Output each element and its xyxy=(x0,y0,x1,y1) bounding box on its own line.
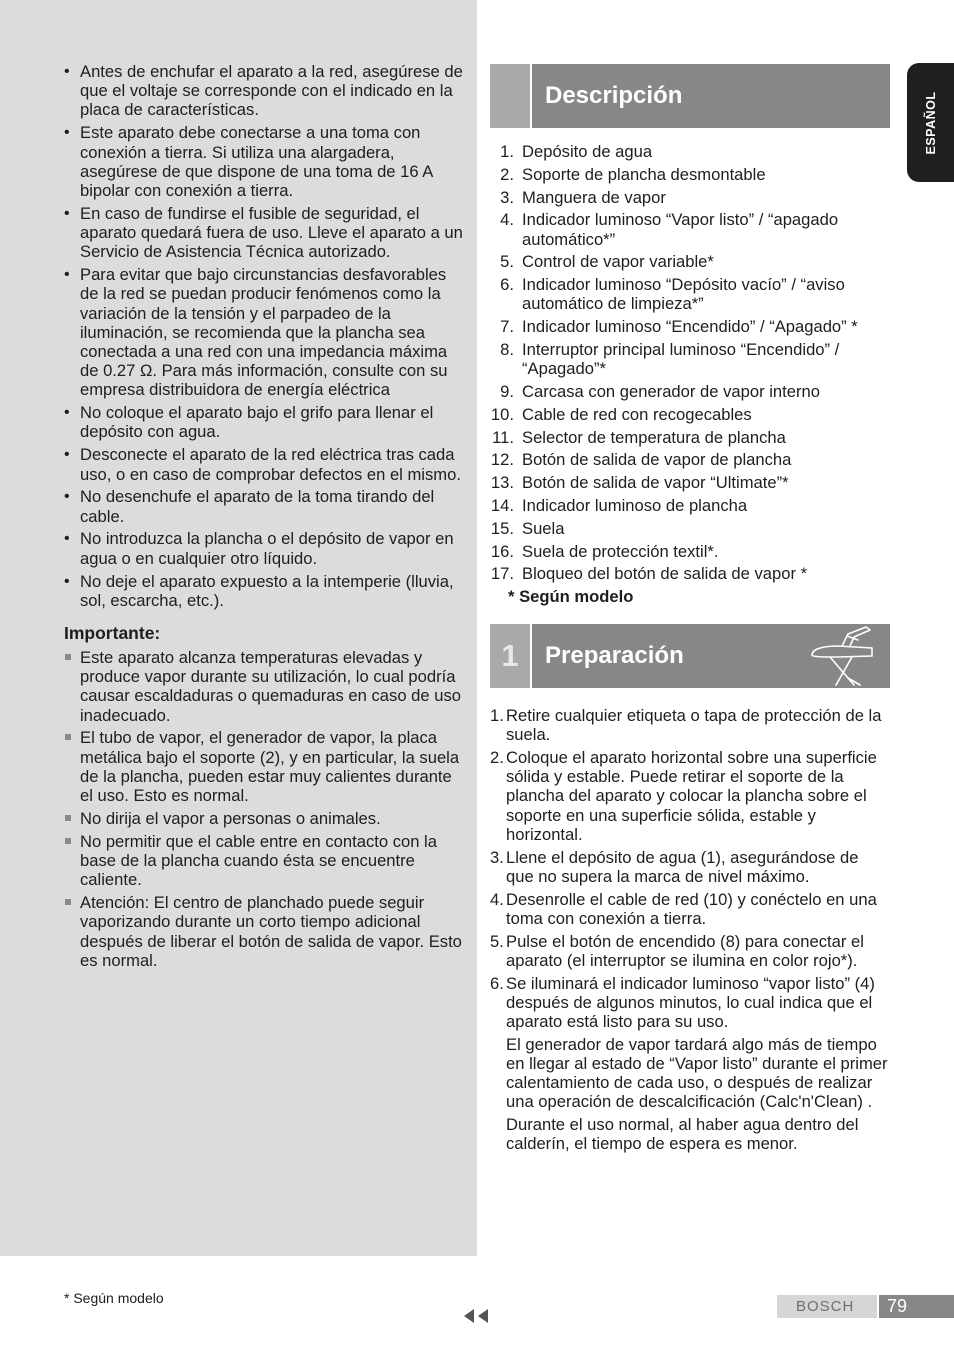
important-heading: Importante: xyxy=(64,622,161,643)
preparacion-title: Preparación xyxy=(545,642,684,669)
item-number: 5. xyxy=(500,252,514,272)
descripcion-item xyxy=(490,275,900,313)
page-number: 79 xyxy=(887,1296,908,1316)
descripcion-item xyxy=(490,428,900,447)
item-number: 11. xyxy=(492,427,514,447)
important-item: Este aparato alcanza temperaturas elevadas y produce vapor durante su utilización, lo cual podría causar escaldaduras o quemaduras en caso de uso inadecuado. xyxy=(64,648,464,725)
descripcion-item xyxy=(490,317,900,336)
descripcion-note: * Según modelo xyxy=(508,587,634,607)
safety-bullet: • Antes de enchufar el aparato a la red, asegúrese de que el voltaje se corresponde con el indicado en la placa de características. xyxy=(64,62,464,120)
step-number: 1. xyxy=(490,706,504,725)
item-number: 13. xyxy=(490,473,514,493)
item-number: 6. xyxy=(500,275,514,295)
step-number: 5. xyxy=(490,931,504,951)
item-text: Interruptor principal luminoso “Encendido” / “Apagado”* xyxy=(522,339,840,379)
language-label: ESPAÑOL xyxy=(923,91,938,154)
safety-bullet: • No deje el aparato expuesto a la intemperie (lluvia, sol, escarcha, etc.). xyxy=(64,572,464,610)
step-paragraph: Llene el depósito de agua (1), asegurándose de que no supera la marca de nivel máximo. xyxy=(506,847,859,886)
ironing-board-icon xyxy=(808,624,878,688)
item-text: Indicador luminoso “Vapor listo” / “apagado automático*” xyxy=(522,210,839,249)
preparacion-steps xyxy=(490,706,890,1154)
safety-bullet: • No coloque el aparato bajo el grifo para llenar el depósito con agua. xyxy=(64,403,464,441)
item-number: 2. xyxy=(500,164,514,184)
item-number: 8. xyxy=(500,339,514,359)
safety-section xyxy=(64,62,464,974)
item-text: Bloqueo del botón de salida de vapor * xyxy=(522,564,808,584)
step-number: 2. xyxy=(490,748,504,767)
descripcion-item xyxy=(490,473,900,492)
descripcion-number-box xyxy=(490,64,530,128)
brand-label: BOSCH xyxy=(796,1298,855,1315)
important-item: Atención: El centro de planchado puede seguir vaporizando durante un corto tiempo adicional después de liberar el botón de salida de vapor. Esto es normal. xyxy=(64,893,464,970)
safety-bullet: • En caso de fundirse el fusible de seguridad, el aparato quedará fuera de uso. Lleve el aparato a un Servicio de Asistencia Técnica autorizado. xyxy=(64,204,464,262)
descripcion-item xyxy=(490,450,900,469)
step-paragraph: Retire cualquier etiqueta o tapa de protección de la suela. xyxy=(506,706,882,745)
step-number: 4. xyxy=(490,889,504,909)
item-number: 16. xyxy=(490,541,514,561)
item-number: 17. xyxy=(490,564,514,584)
item-text: Botón de salida de vapor “Ultimate”* xyxy=(522,473,789,493)
item-text: Suela xyxy=(522,518,565,538)
item-number: 7. xyxy=(500,317,514,337)
item-text: Indicador luminoso de plancha xyxy=(522,495,748,515)
step-paragraph: Desenrolle el cable de red (10) y conéctelo en una toma con conexión a tierra. xyxy=(506,889,877,928)
important-item: El tubo de vapor, el generador de vapor, la placa metálica bajo el soporte (2), y en particular, la suela de la plancha, pueden estar muy calientes durante el uso. Esto es normal. xyxy=(64,728,464,805)
step-paragraph: Pulse el botón de encendido (8) para conectar el aparato (el interruptor se ilumina en color rojo*). xyxy=(506,931,864,970)
language-tab xyxy=(907,63,954,182)
page-number-box xyxy=(879,1295,954,1318)
item-number: 1. xyxy=(500,142,514,161)
safety-bullet: • No desenchufe el aparato de la toma tirando del cable. xyxy=(64,487,464,525)
important-item: No permitir que el cable entre en contacto con la base de la plancha cuando ésta se encuentre caliente. xyxy=(64,832,464,890)
item-number: 14. xyxy=(490,495,514,515)
descripcion-section xyxy=(490,142,900,606)
descripcion-item xyxy=(490,165,900,184)
descripcion-item xyxy=(490,142,900,161)
item-text: Control de vapor variable* xyxy=(522,252,714,272)
important-list xyxy=(64,648,464,970)
preparacion-step xyxy=(490,706,890,744)
item-number: 15. xyxy=(490,518,514,538)
descripcion-item xyxy=(490,496,900,515)
safety-list xyxy=(64,62,464,610)
preparacion-step xyxy=(490,932,890,970)
important-item: No dirija el vapor a personas o animales. xyxy=(64,809,464,828)
descripcion-item xyxy=(490,564,900,583)
item-text: Botón de salida de vapor de plancha xyxy=(522,450,792,470)
descripcion-item xyxy=(490,210,900,248)
footer-note: * Según modelo xyxy=(64,1290,164,1306)
preparacion-header xyxy=(490,624,890,688)
item-number: 4. xyxy=(500,210,514,230)
item-text: Depósito de agua xyxy=(522,142,653,161)
descripcion-item xyxy=(490,542,900,561)
item-text: Manguera de vapor xyxy=(522,187,666,207)
step-paragraph: Durante el uso normal, al haber agua dentro del calderín, el tiempo de espera es menor. xyxy=(506,1115,859,1154)
item-number: 10. xyxy=(490,404,514,424)
item-text: Indicador luminoso “Encendido” / “Apagado” * xyxy=(522,317,858,337)
descripcion-item xyxy=(490,252,900,271)
double-left-arrow-icon xyxy=(463,1308,491,1324)
item-text: Selector de temperatura de plancha xyxy=(522,427,786,447)
preparacion-section xyxy=(490,706,890,1157)
brand-box xyxy=(777,1295,877,1318)
item-text: Soporte de plancha desmontable xyxy=(522,164,766,184)
descripcion-list xyxy=(490,142,900,584)
descripcion-title: Descripción xyxy=(545,82,683,109)
descripcion-item xyxy=(490,188,900,207)
preparacion-number: 1 xyxy=(490,624,530,688)
step-number: 3. xyxy=(490,847,504,867)
item-number: 12. xyxy=(490,450,514,470)
safety-bullet: • Este aparato debe conectarse a una toma con conexión a tierra. Si utiliza una alargadera, asegúrese de que dispone de una toma de 16 A bipolar con conexión a tierra. xyxy=(64,123,464,200)
item-text: Indicador luminoso “Depósito vacío” / “aviso automático de limpieza*” xyxy=(522,275,845,314)
item-number: 9. xyxy=(500,381,514,401)
step-number: 6. xyxy=(490,973,504,993)
item-text: Suela de protección textil*. xyxy=(522,541,719,561)
preparacion-step xyxy=(490,848,890,886)
descripcion-item xyxy=(490,405,900,424)
preparacion-step xyxy=(490,974,890,1154)
descripcion-item xyxy=(490,519,900,538)
descripcion-item xyxy=(490,340,900,378)
step-paragraph: Se iluminará el indicador luminoso “vapor listo” (4) después de algunos minutos, lo cual indica que el aparato está listo para su uso. xyxy=(506,973,875,1032)
step-paragraph: El generador de vapor tardará algo más de tiempo en llegar al estado de “Vapor listo” durante el primer calentamiento de cada uso, o después de realizar una operación de descalcificación (Calc'n'Clean) . xyxy=(506,1034,888,1112)
preparacion-step xyxy=(490,748,890,844)
item-text: Carcasa con generador de vapor interno xyxy=(522,381,820,401)
safety-bullet: • No introduzca la plancha o el depósito de vapor en agua o en cualquier otro líquido. xyxy=(64,529,464,567)
safety-bullet: • Para evitar que bajo circunstancias desfavorables de la red se puedan producir fenómenos como la variación de la tensión y el parpadeo de la iluminación, se recomienda que la plancha sea conectada a una red con una impedancia máxima de 0.27 Ω. Para más información, consulte con su empresa distribuidora de energía eléctrica xyxy=(64,265,464,399)
descripcion-header xyxy=(490,64,890,128)
step-paragraph: Coloque el aparato horizontal sobre una superficie sólida y estable. Puede retirar el soporte de la plancha del aparato y colocar la plancha sobre el soporte en una superficie sólida, estable y horizontal. xyxy=(506,748,877,844)
safety-bullet: • Desconecte el aparato de la red eléctrica tras cada uso, o en caso de comprobar defectos en el mismo. xyxy=(64,445,464,483)
preparacion-step xyxy=(490,890,890,928)
item-number: 3. xyxy=(500,187,514,207)
descripcion-item xyxy=(490,382,900,401)
item-text: Cable de red con recogecables xyxy=(522,404,752,424)
